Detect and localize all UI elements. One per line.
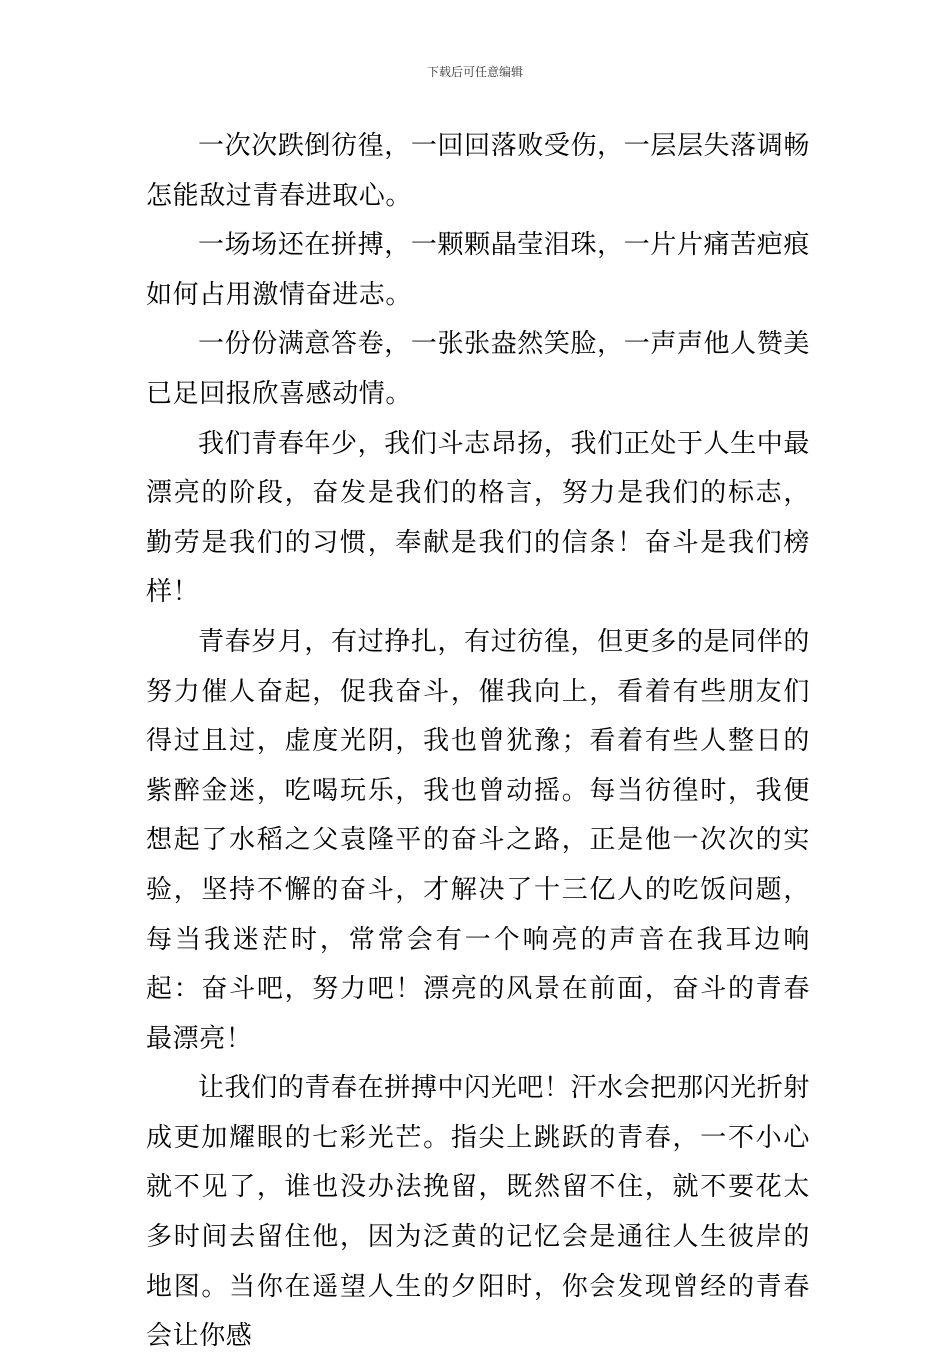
paragraph-4: 我们青春年少，我们斗志昂扬，我们正处于人生中最漂亮的阶段，奋发是我们的格言，努力是我们的标志，勤劳是我们的习惯，奉献是我们的信条！奋斗是我们榜样！	[146, 428, 810, 608]
paragraph-6: 让我们的青春在拼搏中闪光吧！汗水会把那闪光折射成更加耀眼的七彩光芒。指尖上跳跃的青春，一不小心就不见了，谁也没办法挽留，既然留不住，就不要花太多时间去留住他，因为泛黄的记忆会是通往人生彼岸的地图。当你在遥望人生的夕阳时，你会发现曾经的青春会让你感	[146, 1073, 810, 1352]
paragraph-3: 一份份满意答卷，一张张盎然笑脸，一声声他人赞美已足回报欣喜感动情。	[146, 329, 810, 409]
paragraph-5: 青春岁月，有过挣扎，有过彷徨，但更多的是同伴的努力催人奋起，促我奋斗，催我向上，看着有些朋友们得过且过，虚度光阴，我也曾犹豫；看着有些人整日的紫醉金迷，吃喝玩乐，我也曾动摇。每当彷徨时，我便想起了水稻之父袁隆平的奋斗之路，正是他一次次的实验，坚持不懈的奋斗，才解决了十三亿人的吃饭问题，每当我迷茫时，常常会有一个响亮的声音在我耳边响起：奋斗吧，努力吧！漂亮的风景在前面，奋斗的青春最漂亮！	[146, 626, 810, 1054]
document-body	[146, 122, 810, 1362]
page-header: 下载后可任意编辑	[426, 65, 523, 79]
paragraph-1: 一次次跌倒彷徨，一回回落败受伤，一层层失落调畅怎能敌过青春进取心。	[146, 131, 810, 211]
paragraph-2: 一场场还在拼搏，一颗颗晶莹泪珠，一片片痛苦疤痕如何占用激情奋进志。	[146, 230, 810, 310]
